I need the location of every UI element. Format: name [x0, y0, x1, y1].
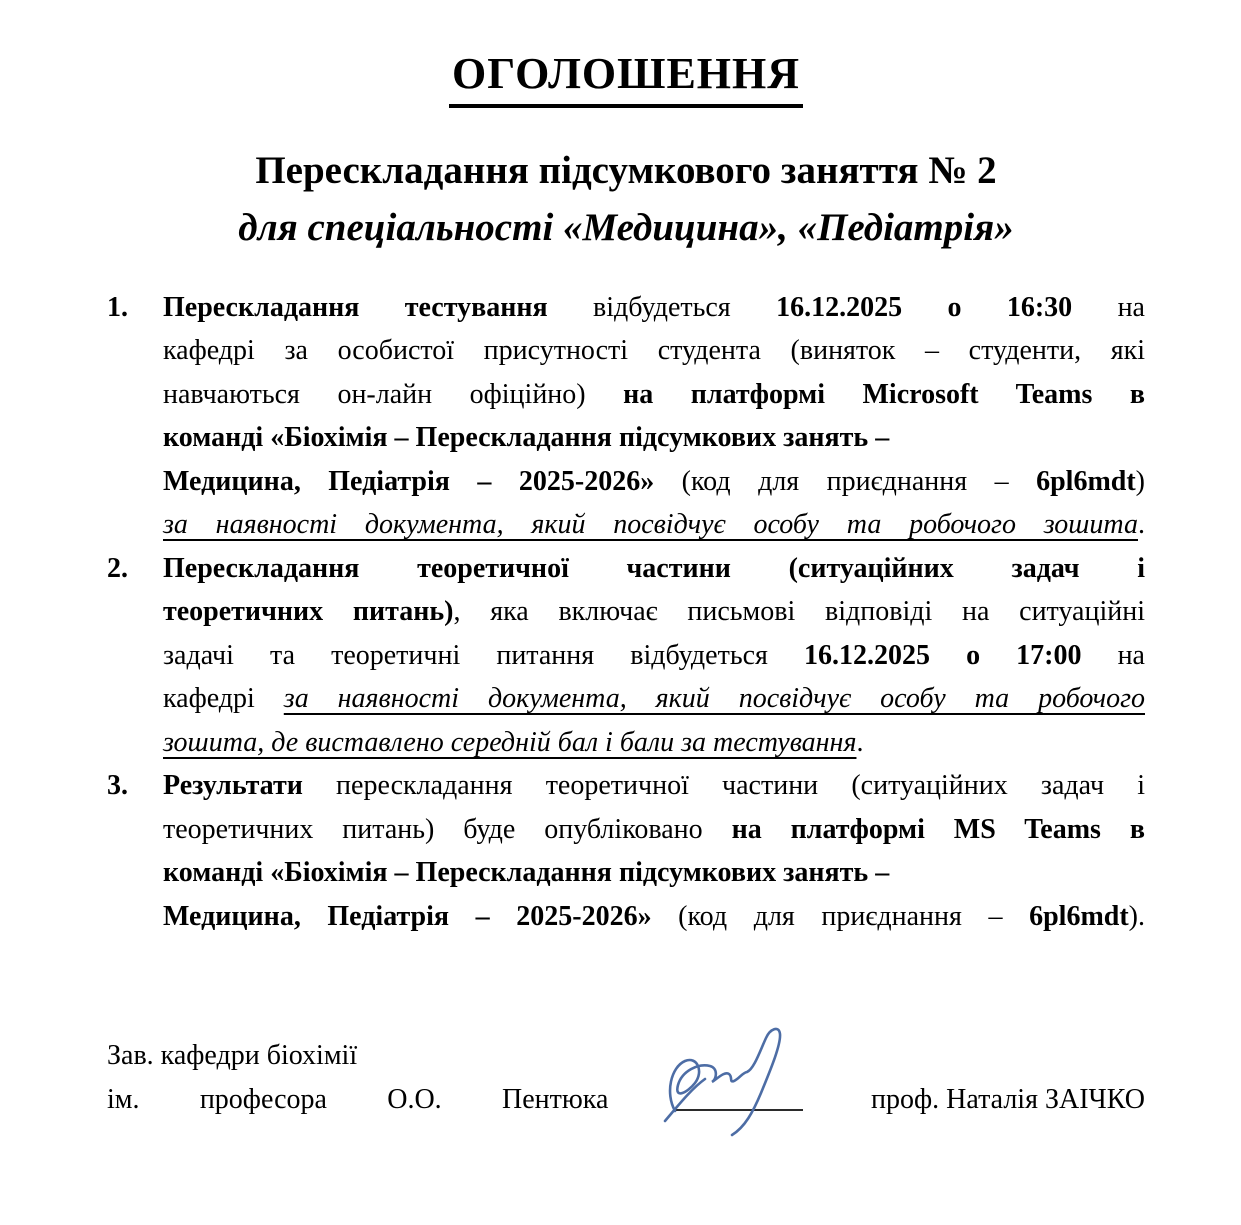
subtitle-line-1: Перескладання підсумкового заняття № 2 [255, 148, 997, 192]
signature-word: професора [199, 1084, 327, 1116]
signature-word: Пентюка [502, 1084, 609, 1116]
list-item [107, 547, 1145, 765]
page-title: ОГОЛОШЕННЯ [449, 48, 803, 108]
text-run: теоретичних питань) [163, 596, 454, 628]
text-run: на платформі MS Teams в [731, 813, 1145, 845]
list-item-line [163, 808, 1145, 852]
list-item-number: 2. [107, 552, 128, 584]
text-run: Перескладання тестування [163, 291, 548, 323]
signature-slot [669, 1109, 811, 1111]
text-run: кафедрі за особистої присутності студента (виняток – студенти, які [163, 335, 1145, 367]
list-item-line [163, 460, 1145, 504]
text-run: Результати [163, 770, 303, 802]
list-item-line [163, 590, 1145, 634]
text-run: відбудеться [547, 291, 777, 323]
text-run: зошита, де виставлено середній бал і бали за тестування [163, 726, 857, 758]
list-item-content [163, 764, 1145, 938]
text-run: (код для приєднання – [651, 900, 1030, 932]
text-run: 16.12.2025 о 17:00 [803, 639, 1082, 671]
text-run: 16.12.2025 о 16:30 [776, 291, 1073, 323]
signature-section [107, 1034, 1145, 1122]
subtitle [107, 142, 1145, 256]
text-run: 6pl6mdt [1029, 900, 1129, 932]
text-run: Медицина, Педіатрія – 2025-2026» [163, 465, 655, 497]
text-run: . [856, 726, 864, 758]
signature-word: О.О. [387, 1084, 442, 1116]
signature-position-line: Зав. кафедри біохімії [107, 1040, 358, 1072]
list-item-line [163, 851, 1145, 895]
text-run: за наявності документа, який посвідчує особу та робочого [283, 683, 1145, 715]
subtitle-line-2: для спеціальності «Медицина», «Педіатрія» [238, 205, 1014, 249]
text-run: за наявності документа, який посвідчує особу та робочого зошита [163, 509, 1138, 541]
list-item-line [163, 416, 1145, 460]
title-wrap [107, 48, 1145, 108]
text-run: Медицина, Педіатрія – 2025-2026» [163, 900, 652, 932]
text-run: Перескладання теоретичної частини (ситуаційних задач і [163, 552, 1145, 584]
handwritten-signature-path [665, 1079, 705, 1121]
text-run: теоретичних питань) буде опубліковано [163, 813, 732, 845]
list-item [107, 764, 1145, 938]
text-run: задачі та теоретичні питання відбудеться [163, 639, 804, 671]
announcement-list [107, 286, 1145, 939]
list-item-line [163, 721, 1145, 765]
list-item-line [163, 329, 1145, 373]
text-run: 6pl6mdt [1036, 465, 1136, 497]
list-item-line [163, 634, 1145, 678]
list-item-number: 1. [107, 291, 128, 323]
list-item-line [163, 373, 1145, 417]
signature-name-line [107, 1078, 1145, 1122]
list-item-content [163, 286, 1145, 547]
list-item-line [163, 677, 1145, 721]
list-item-content [163, 547, 1145, 765]
text-run: команді «Біохімія – Перескладання підсумкових занять – [163, 857, 890, 889]
text-run: навчаються он-лайн офіційно) [163, 378, 586, 410]
text-run: команді «Біохімія – Перескладання підсумкових занять – [163, 422, 890, 454]
list-item [107, 286, 1145, 547]
list-item-line [163, 547, 1145, 591]
list-item-line [163, 503, 1145, 547]
list-item-number: 3. [107, 770, 128, 802]
text-run: на [1081, 639, 1145, 671]
signature-signer: проф. Наталія ЗАІЧКО [871, 1084, 1145, 1116]
text-run: (код для приєднання – [654, 465, 1037, 497]
signature-word: ім. [107, 1084, 140, 1116]
text-run: , яка включає письмові відповіді на ситуаційні [453, 596, 1145, 628]
signature-line [673, 1109, 803, 1111]
text-run: кафедрі [163, 683, 284, 715]
text-run: на [1072, 291, 1145, 323]
list-item-line [163, 895, 1145, 939]
text-run: ) [1135, 465, 1145, 497]
list-item-line [163, 286, 1145, 330]
text-run: ). [1128, 900, 1145, 932]
text-run: . [1138, 509, 1145, 541]
list-item-line [163, 764, 1145, 808]
text-run: перескладання теоретичної частини (ситуаційних задач і [302, 770, 1145, 802]
text-run: на платформі Microsoft Teams в [585, 378, 1145, 410]
